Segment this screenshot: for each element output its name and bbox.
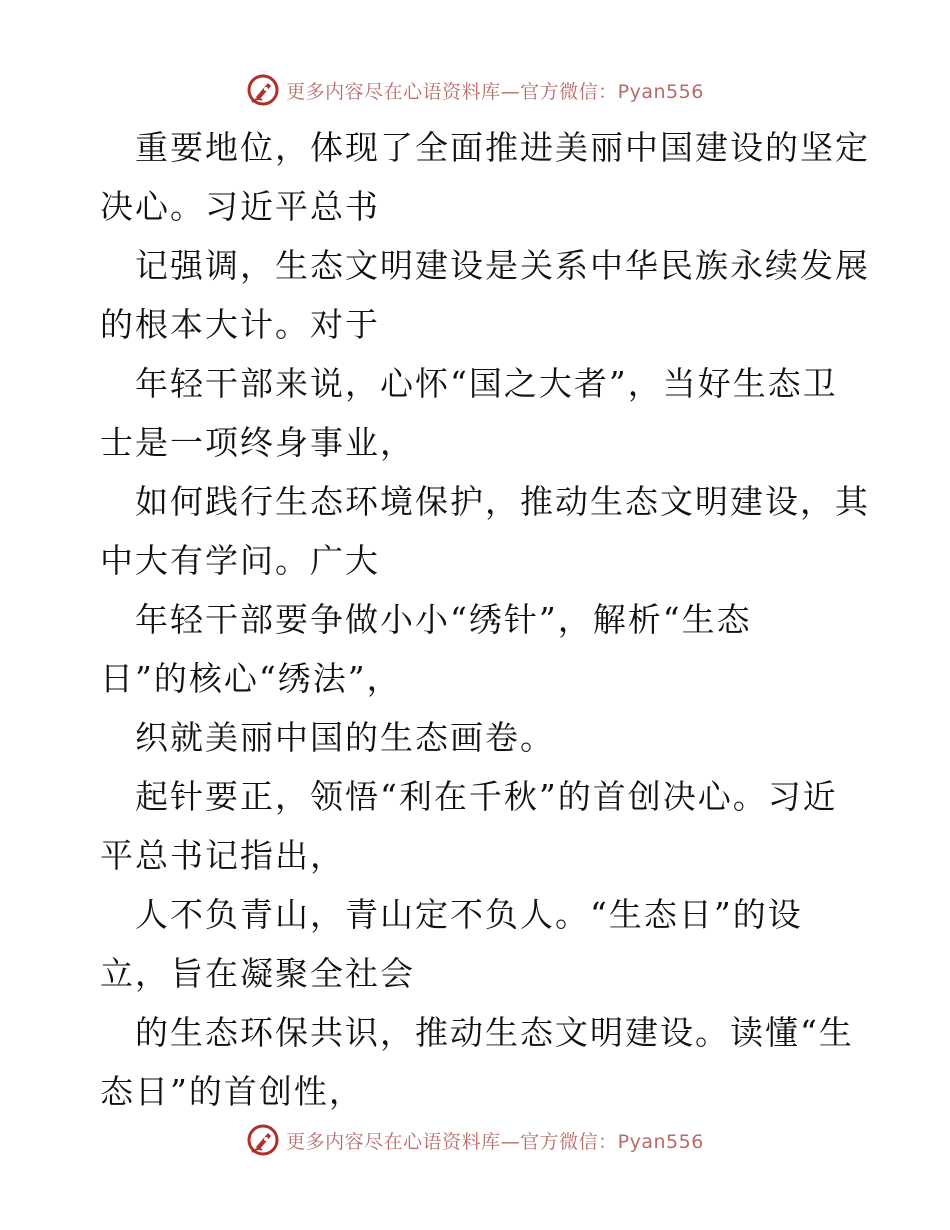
header-text: 更多内容尽在心语资料库—官方微信：Pyan556 [286,80,704,103]
text-line: 决心。习近平总书 [100,187,380,226]
text-line: 记强调，生态文明建设是关系中华民族永续发展 [135,246,870,285]
text-line: 起针要正，领悟“利在千秋”的首创决心。习近 [135,777,838,816]
text-line: 的生态环保共识，推动生态文明建设。读懂“生 [135,1013,854,1052]
text-line: 如何践行生态环境保护，推动生态文明建设，其 [135,482,870,521]
text-line: 中大有学问。广大 [100,541,380,580]
text-line: 年轻干部来说，心怀“国之大者”，当好生态卫 [135,364,838,403]
text-line: 年轻干部要争做小小“绣针”，解析“生态 [135,600,752,639]
text-line: 人不负青山，青山定不负人。“生态日”的设 [135,895,803,934]
footer-text: 更多内容尽在心语资料库—官方微信：Pyan556 [286,1130,704,1153]
text-line: 态日”的首创性， [100,1072,364,1111]
text-line: 士是一项终身事业， [100,423,415,462]
text-line: 的根本大计。对于 [100,305,380,344]
pen-nib-logo-icon [246,73,280,107]
text-line: 平总书记指出， [100,836,345,875]
text-line: 日”的核心“绣法”， [100,659,402,698]
document-body [100,118,870,1121]
footer-banner [0,1120,950,1160]
text-line: 织就美丽中国的生态画卷。 [135,718,555,757]
header-banner [0,70,950,110]
text-line: 立，旨在凝聚全社会 [100,954,415,993]
text-line: 重要地位，体现了全面推进美丽中国建设的坚定 [135,128,870,167]
pen-nib-logo-icon [246,1123,280,1157]
